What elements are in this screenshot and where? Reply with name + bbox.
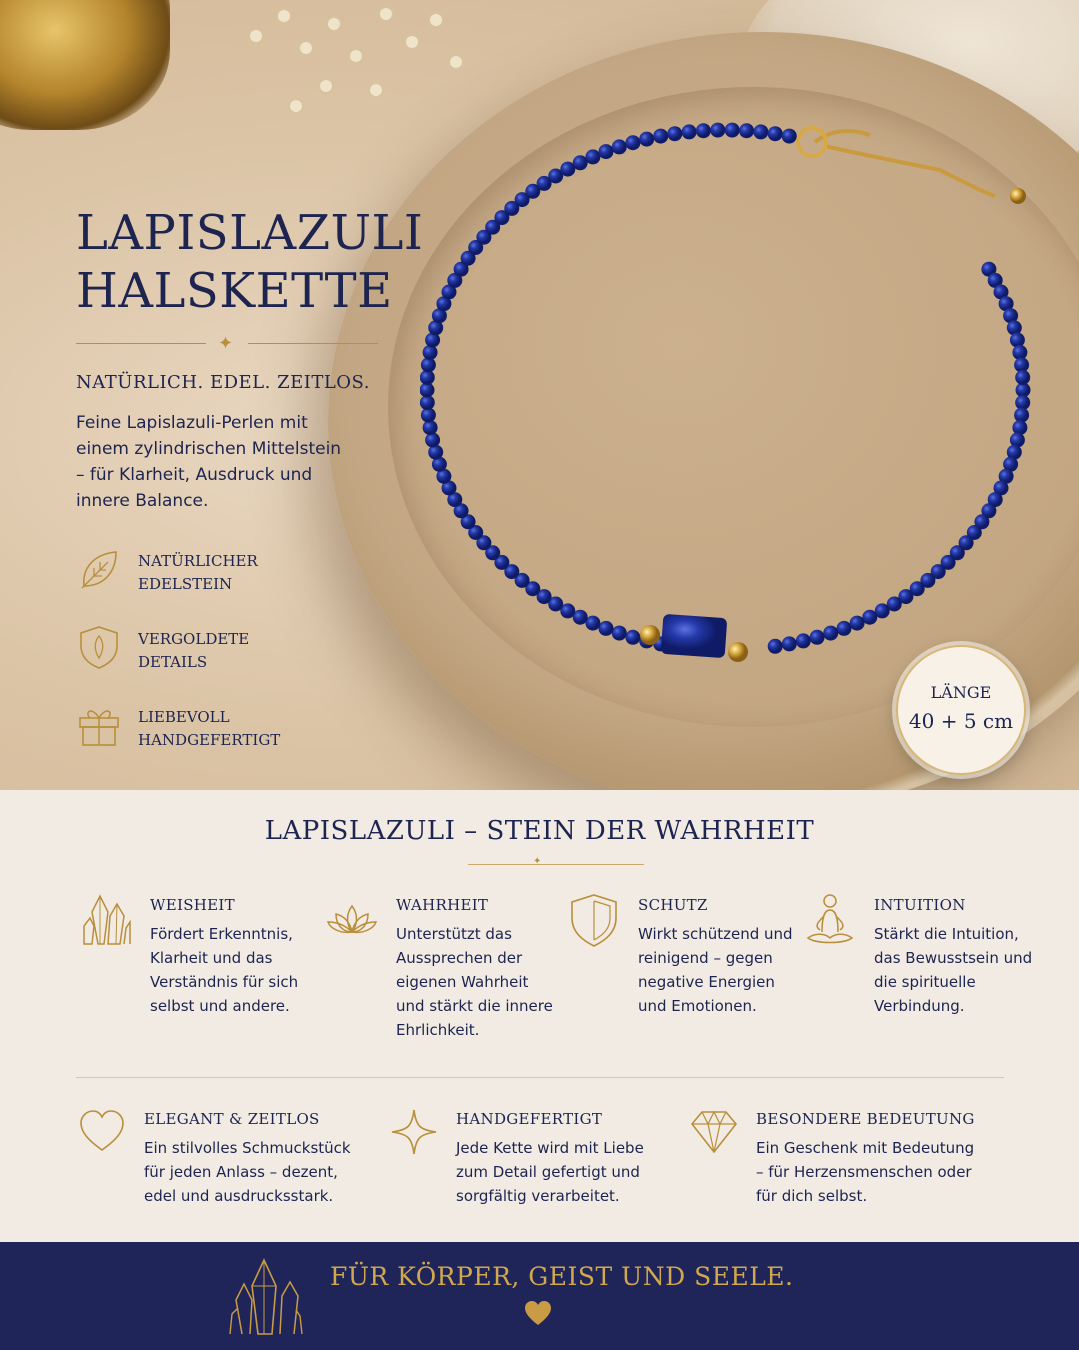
stone-properties-section: LAPISLAZULI – STEIN DER WAHRHEIT ✦ WEISHEIT Fördert Erkenntnis, Klarheit und das Verständnis für sich selbst und andere. WAHRHEIT Unterstützt das Aussprechen der eigenen Wahrheit und stärkt die innere Ehrlichkeit. SCHUTZ Wirkt schützend und reinigend – gegen negative Energien und Emotionen. INTUITION Stärkt die Intuition, das Bewusstsein und die spirituelle Verbindung. ELEGANT & ZEITLOS Ein stilvolles Schmuckstück für jeden Anlass – dezent, edel und ausdrucksstark. HANDGEFERTIGT Jede Kette wird mit Liebe zum Detail gefertigt und sorgfältig verarbeitet. BESONDERE BEDEUTUNG Ein Geschenk mit Bedeutung – für Herzensmenschen oder für dich selbst. (0, 790, 1079, 1242)
footer-slogan: FÜR KÖRPER, GEIST UND SEELE. (330, 1262, 794, 1291)
sparkle-icon: ✦ (533, 856, 542, 867)
section-title: LAPISLAZULI – STEIN DER WAHRHEIT (264, 816, 815, 846)
crystal-cluster-icon (228, 1256, 304, 1336)
product-title: LAPISLAZULI HALSKETTE (76, 205, 424, 319)
diamond-icon (690, 1108, 738, 1156)
gift-icon (76, 702, 122, 748)
crystal-icon (80, 892, 132, 948)
footer-banner (0, 1242, 1079, 1350)
feature-handmade: LIEBEVOLL HANDGEFERTIGT (76, 702, 376, 754)
lotus-icon (326, 892, 378, 948)
sparkle-icon: ✦ (218, 333, 234, 354)
heart-icon (78, 1108, 126, 1156)
heart-icon (524, 1300, 552, 1326)
length-badge: LÄNGE 40 + 5 cm (896, 645, 1026, 775)
meditation-icon (804, 892, 856, 948)
gold-tray (0, 0, 170, 130)
section-divider (76, 1077, 1004, 1078)
leaf-icon (76, 546, 122, 592)
product-description: Feine Lapislazuli-Perlen mit einem zylindrischen Mittelstein – für Klarheit, Ausdruck und innere Balance. (76, 413, 342, 511)
lapis-necklace-image (420, 90, 1060, 690)
shield-icon (76, 624, 122, 670)
feature-gilded-details: VERGOLDETE DETAILS (76, 624, 376, 676)
shield-icon (568, 892, 620, 948)
title-divider (76, 334, 381, 354)
tagline: NATÜRLICH. EDEL. ZEITLOS. (76, 372, 370, 393)
sparkle-icon (390, 1108, 438, 1156)
feature-natural-stone: NATÜRLICHER EDELSTEIN (76, 546, 376, 598)
